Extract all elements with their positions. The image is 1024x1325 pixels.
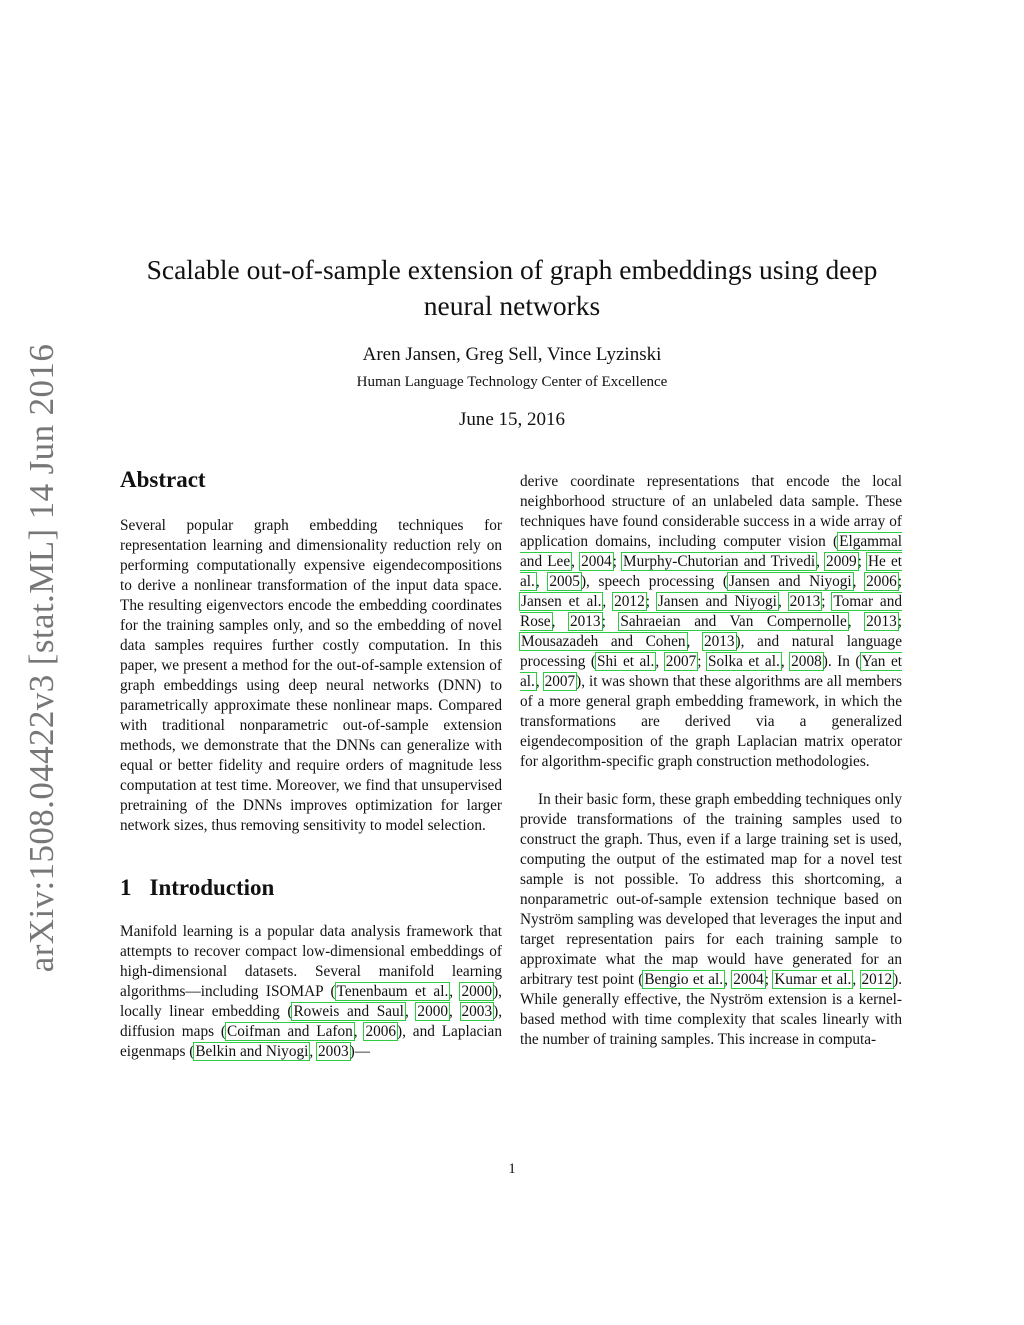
citation-link[interactable]: Jansen et al. [521,593,602,610]
text-run: , [535,673,544,690]
text-run: , [535,573,549,590]
citation-link[interactable]: 2012 [861,971,893,988]
section-title: Introduction [149,875,275,900]
citation-link[interactable]: 2013 [569,613,601,630]
citation-link[interactable]: 2000 [417,1003,449,1020]
text-run: , [551,613,569,630]
text-run: ; [857,553,867,570]
citation-link[interactable]: 2004 [733,971,764,988]
citation-link[interactable]: Coifman and Lafon [227,1023,353,1040]
page-number: 1 [508,1161,516,1177]
text-run: ), speech processing ( [580,573,728,590]
text-run: , [404,1003,417,1020]
title-line-1: Scalable out-of-sample extension of graph embeddings using deep [146,254,878,285]
text-run: ), and natural language processing ( [520,633,902,670]
arxiv-identifier-stamp: arXiv:1508.04422v3 [stat.ML] 14 Jun 2016 [22,343,61,973]
citation-link[interactable]: Murphy-Chutorian and Trivedi [623,553,816,570]
publication-date: June 15, 2016 [458,409,566,430]
left-column [120,466,502,1062]
text-run: , [724,971,733,988]
citation-link[interactable]: Jansen and Niyogi [728,573,852,590]
text-run: , [449,1003,461,1020]
text-run: , [602,593,614,610]
abstract-heading: Abstract [120,467,206,492]
intro-paragraph-1 [120,922,502,1062]
text-run: ). In ( [822,653,861,670]
text-run: ). While generally effective, the Nyström extension is a kernel-based method with time complexity that scales linearly with the number of training samples. This increase in computa- [520,971,903,1048]
intro-paragraph-2 [520,790,902,1050]
text-run: , [353,1023,365,1040]
text-run: , [686,633,703,650]
citation-link[interactable]: Mousazadeh and Cohen [521,633,686,650]
citation-link[interactable]: Tomar and Rose [520,593,903,630]
section-number: 1 [120,875,132,900]
citation-link[interactable]: 2013 [866,613,897,630]
text-run: ; [897,613,902,630]
paper-title [120,252,904,324]
citation-link[interactable]: Kumar et al. [774,971,852,988]
text-run: , [852,573,866,590]
citation-link[interactable]: 2005 [549,573,580,590]
citation-link[interactable]: Bengio et al. [644,971,724,988]
text-run: ; [764,971,774,988]
citation-link[interactable]: 2013 [703,633,735,650]
text-run: ), and Laplacian eigenmaps ( [120,1023,502,1060]
citation-link[interactable]: Solka et al. [708,653,780,670]
citation-link[interactable]: 2003 [461,1003,493,1020]
citation-link[interactable]: 2008 [791,653,822,670]
citation-link[interactable]: He et al. [520,553,902,590]
citation-link[interactable]: Sahraeian and Van Compernolle [620,613,847,630]
citation-link[interactable]: 2006 [866,573,897,590]
citation-link[interactable]: 2009 [826,553,857,570]
text-run: , [571,553,581,570]
text-run: derive coordinate representations that encode the local neighborhood structure of an unlabeled data sample. These techniques have found considerable success in a wide array of application domains, including computer vision ( [520,473,902,550]
text-run: ; [697,653,708,670]
citation-link[interactable]: 2006 [365,1023,397,1040]
text-run: , [852,971,861,988]
text-run: , [780,653,791,670]
citation-link[interactable]: 2003 [318,1043,349,1060]
text-run: ; [821,593,833,610]
citation-link[interactable]: Roweis and Saul [293,1003,404,1020]
citation-link[interactable]: Belkin and Niyogi [195,1043,309,1060]
text-run: ), diffusion maps ( [120,1003,503,1040]
citation-link[interactable]: 2012 [614,593,645,610]
citation-link[interactable]: Shi et al. [597,653,655,670]
citation-link[interactable]: 2000 [461,983,493,1000]
text-run: , [847,613,866,630]
citation-link[interactable]: 2007 [665,653,697,670]
text-run: ; [601,613,620,630]
citation-link[interactable]: Elgammal and Lee [520,533,902,570]
citation-link[interactable]: 2004 [581,553,612,570]
title-line-2: neural networks [423,290,601,321]
citation-link[interactable]: Yan et al. [520,653,902,690]
text-run: , [816,553,826,570]
citation-link[interactable]: Tenenbaum et al. [336,983,449,1000]
text-run: ; [897,573,902,590]
citation-link[interactable]: 2013 [789,593,821,610]
text-run: In their basic form, these graph embedding techniques only provide transformations of the training samples used to construct the graph. Thus, even if a large training set is used, computing the output of the estimated map for a novel test sample is not possible. To address this shortcoming, a nonparametric out-of-sample extension technique based on Nyström sampling was developed that leverages the input and target representation pairs for each training sample to approximate what the map would have generated for an arbitrary test point ( [520,791,902,988]
text-run: )— [349,1043,371,1060]
right-column [520,472,902,1050]
text-run: ), it was shown that these algorithms are all members of a more general graph embedding framework, in which the transformations are derived via a generalized eigendecomposition of the graph Laplacian matrix operator for algorithm-specific graph construction methodologies. [520,673,902,770]
citation-link[interactable]: Jansen and Niyogi [657,593,777,610]
text-run: , [449,983,461,1000]
abstract-text: Several popular graph embedding techniques for representation learning and dimensionality reduction rely on performing computationally expensive eigendecompositions to derive a nonlinear transformation of the input data space. The resulting eigenvectors encode the embedding coordinates for the training samples only, and so the embedding of novel data samples requires further costly computation. In this paper, we present a method for the out-of-sample extension of graph embeddings using deep neural networks (DNN) to parametrically approximate these nonlinear maps. Compared with traditional nonparametric out-of-sample extension methods, we demonstrate that the DNNs can generalize with equal or better fidelity and require orders of magnitude less computation at test time. Moreover, we find that unsupervised pretraining of the DNNs improves optimization for larger network sizes, thus removing sensitivity to model selection. [120,517,502,834]
text-run: ; [645,593,657,610]
intro-paragraph-1-continued [520,472,902,772]
author-list: Aren Jansen, Greg Sell, Vince Lyzinski [362,344,662,365]
section-heading-introduction [120,874,502,902]
affiliation: Human Language Technology Center of Excellence [356,374,668,390]
text-run: ; [612,553,623,570]
text-run: , [309,1043,318,1060]
citation-link[interactable]: 2007 [544,673,576,690]
text-run: Manifold learning is a popular data analysis framework that attempts to recover compact low-dimensional embeddings of high-dimensional datasets. Several manifold learning algorithms—including ISOMAP ( [120,923,502,1000]
text-run: , [777,593,789,610]
text-run: ), locally linear embedding ( [120,983,502,1020]
text-run: , [655,653,665,670]
